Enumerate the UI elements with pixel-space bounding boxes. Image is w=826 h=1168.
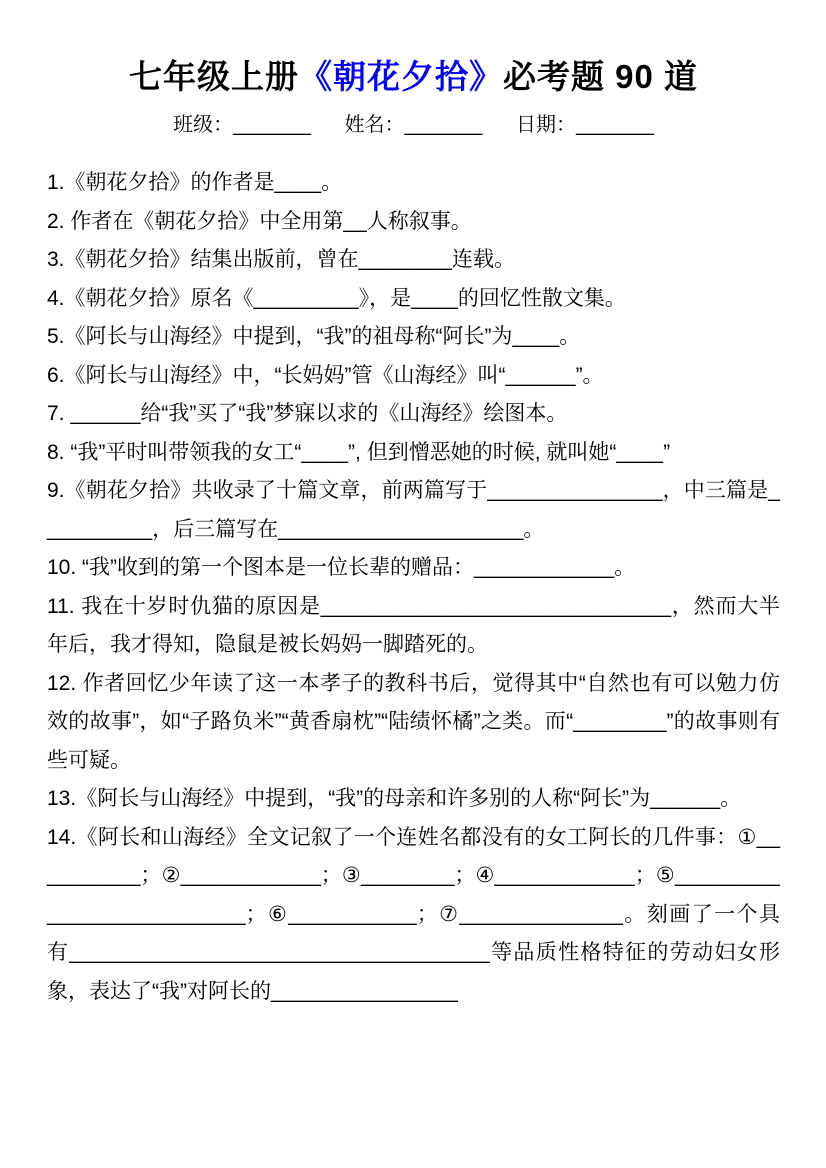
question-item-10: 10. “我”收到的第一个图本是一位长辈的赠品：____________。 [47, 556, 636, 579]
question-item-14: 14.《阿长和山海经》全文记叙了一个连姓名都没有的女工阿长的几件事：①__________；②____________；③________；④____________；⑤__________________________；⑥___________；⑦______________。刻画了一个具有____________________________________等品质性格特征的劳动妇女形象，表达了“我”对阿长的________________ [47, 825, 780, 1003]
question-item-3: 3.《朝花夕拾》结集出版前，曾在________连载。 [47, 248, 515, 271]
question-item-12: 12. 作者回忆少年读了这一本孝子的教科书后，觉得其中“自然也有可以勉力仿效的故事”，如“子路负米”“黄香扇枕”“陆绩怀橘”之类。而“________”的故事则有些可疑。 [47, 671, 780, 772]
date-blank-line: _______ [576, 114, 654, 136]
question-item-1: 1.《朝花夕拾》的作者是____。 [47, 171, 343, 194]
question-item-7: 7. ______给“我”买了“我”梦寐以求的《山海经》绘图本。 [47, 402, 568, 425]
date-field [516, 112, 654, 138]
name-blank-line: _______ [404, 114, 483, 136]
question-item-4: 4.《朝花夕拾》原名《_________》，是____的回忆性散文集。 [47, 286, 626, 310]
name-label: 姓名： [344, 114, 405, 136]
title-book-name: 《朝花夕拾》 [298, 58, 503, 95]
question-item-2: 2. 作者在《朝花夕拾》中全用第__人称叙事。 [47, 209, 472, 233]
date-label: 日期： [516, 114, 576, 136]
question-list [47, 164, 780, 1011]
question-item-8: 8. “我”平时叫带领我的女工“____”, 但到憎恶她的时候, 就叫她“____” [47, 440, 671, 464]
title-prefix: 七年级上册 [128, 58, 299, 95]
class-label: 班级： [173, 114, 234, 136]
page-title [47, 56, 780, 98]
student-info-row [47, 112, 780, 138]
question-item-6: 6.《阿长与山海经》中，“长妈妈”管《山海经》叫“______”。 [47, 363, 604, 387]
question-item-13: 13.《阿长与山海经》中提到，“我”的母亲和许多别的人称“阿长”为______。 [47, 787, 742, 810]
title-suffix: 必考题 90 道 [502, 58, 699, 95]
name-field [345, 112, 483, 138]
question-item-11: 11. 我在十岁时仇猫的原因是______________________________，然而大半年后，我才得知，隐鼠是被长妈妈一脚踏死的。 [47, 594, 780, 656]
class-field [173, 112, 311, 138]
question-item-5: 5.《阿长与山海经》中提到，“我”的祖母称“阿长”为____。 [47, 325, 581, 348]
question-item-9: 9.《朝花夕拾》共收录了十篇文章，前两篇写于_______________，中三篇是__________，后三篇写在_____________________。 [47, 479, 780, 541]
class-blank-line: _______ [233, 114, 311, 136]
